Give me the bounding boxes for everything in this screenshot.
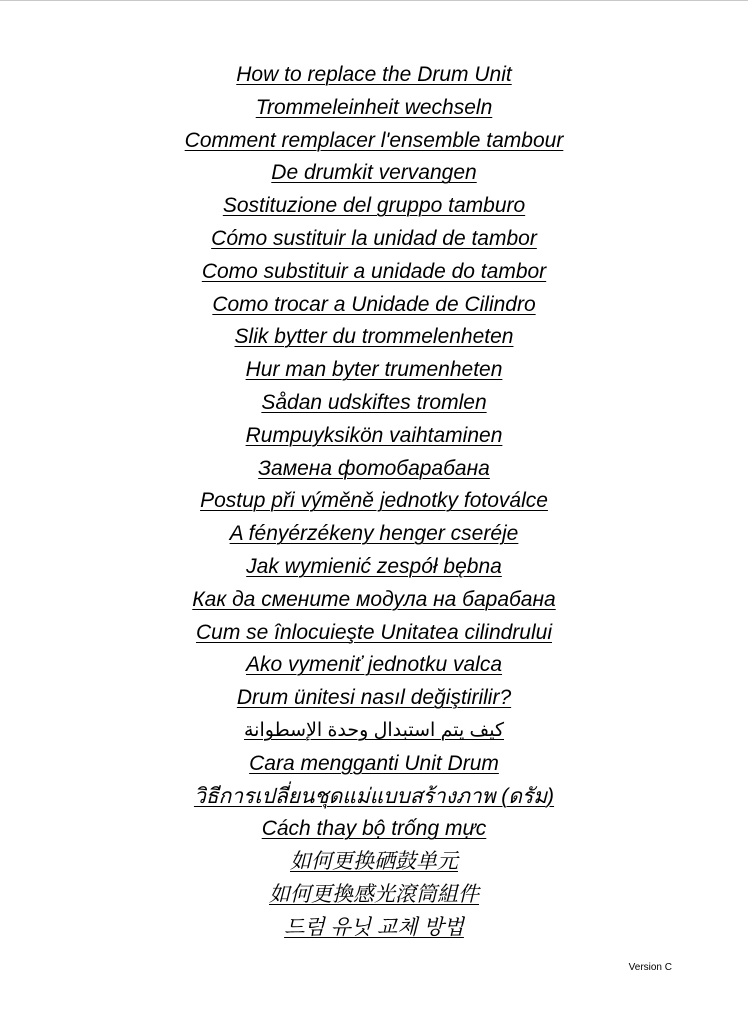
- list-item: [0, 914, 748, 947]
- title-link-traditional-chinese[interactable]: 如何更換感光滾筒組件: [269, 882, 479, 906]
- title-link-finnish[interactable]: Rumpuyksikön vaihtaminen: [245, 423, 503, 447]
- list-item: [0, 127, 748, 160]
- list-item: [0, 619, 748, 652]
- list-item: [0, 783, 748, 816]
- list-item: [0, 389, 748, 422]
- top-border: [0, 0, 748, 1]
- list-item: [0, 323, 748, 356]
- list-item: [0, 356, 748, 389]
- list-item: [0, 94, 748, 127]
- language-link-list: [0, 61, 748, 947]
- list-item: [0, 258, 748, 291]
- list-item: [0, 553, 748, 586]
- title-link-portuguese[interactable]: Como substituir a unidade do tambor: [201, 259, 547, 283]
- list-item: [0, 881, 748, 914]
- title-link-hungarian[interactable]: A fényérzékeny henger cseréje: [229, 522, 519, 546]
- title-link-swedish[interactable]: Hur man byter trumenheten: [245, 358, 503, 382]
- list-item: [0, 684, 748, 717]
- title-link-arabic[interactable]: كيف يتم استبدال وحدة الإسطوانة: [244, 719, 504, 741]
- list-item: [0, 750, 748, 783]
- list-item: [0, 487, 748, 520]
- title-link-italian[interactable]: Sostituzione del gruppo tamburo: [222, 194, 526, 218]
- list-item: [0, 651, 748, 684]
- title-link-simplified-chinese[interactable]: 如何更换硒鼓单元: [290, 850, 458, 874]
- list-item: [0, 422, 748, 455]
- title-link-vietnamese[interactable]: Cách thay bộ trống mực: [261, 817, 487, 841]
- title-link-thai[interactable]: วิธีการเปลี่ยนชุดแม่แบบสร้างภาพ (ดรัม): [193, 784, 555, 808]
- title-link-bulgarian[interactable]: Как да смените модула на барабана: [192, 587, 556, 611]
- version-label: Version C: [628, 962, 672, 973]
- title-link-indonesian[interactable]: Cara mengganti Unit Drum: [249, 751, 499, 775]
- list-item: [0, 848, 748, 881]
- list-item: [0, 192, 748, 225]
- title-link-polish[interactable]: Jak wymienić zespół bębna: [246, 554, 502, 578]
- list-item: [0, 586, 748, 619]
- list-item: [0, 61, 748, 94]
- list-item: [0, 291, 748, 324]
- list-item: [0, 520, 748, 553]
- list-item: [0, 225, 748, 258]
- title-link-slovak[interactable]: Ako vymeniť jednotku valca: [245, 653, 503, 677]
- title-link-german[interactable]: Trommeleinheit wechseln: [255, 95, 493, 119]
- title-link-english[interactable]: How to replace the Drum Unit: [236, 63, 512, 86]
- title-link-norwegian[interactable]: Slik bytter du trommelenheten: [234, 325, 514, 349]
- title-link-danish[interactable]: Sådan udskiftes tromlen: [261, 390, 487, 414]
- list-item: [0, 159, 748, 192]
- title-link-korean[interactable]: 드럼 유닛 교체 방법: [284, 915, 464, 939]
- title-link-dutch[interactable]: De drumkit vervangen: [271, 161, 477, 185]
- title-link-brazilian-portuguese[interactable]: Como trocar a Unidade de Cilindro: [212, 292, 536, 316]
- title-link-turkish[interactable]: Drum ünitesi nasıl değiştirilir?: [236, 686, 512, 710]
- list-item: [0, 455, 748, 488]
- title-link-french[interactable]: Comment remplacer l'ensemble tambour: [184, 128, 564, 152]
- list-item: [0, 815, 748, 848]
- title-link-spanish[interactable]: Cómo sustituir la unidad de tambor: [211, 226, 537, 250]
- title-link-romanian[interactable]: Cum se înlocuieşte Unitatea cilindrului: [195, 620, 552, 644]
- title-link-czech[interactable]: Postup při výměně jednotky fotoválce: [200, 489, 548, 513]
- title-link-russian[interactable]: Замена фотобарабана: [258, 456, 490, 480]
- list-item: [0, 717, 748, 750]
